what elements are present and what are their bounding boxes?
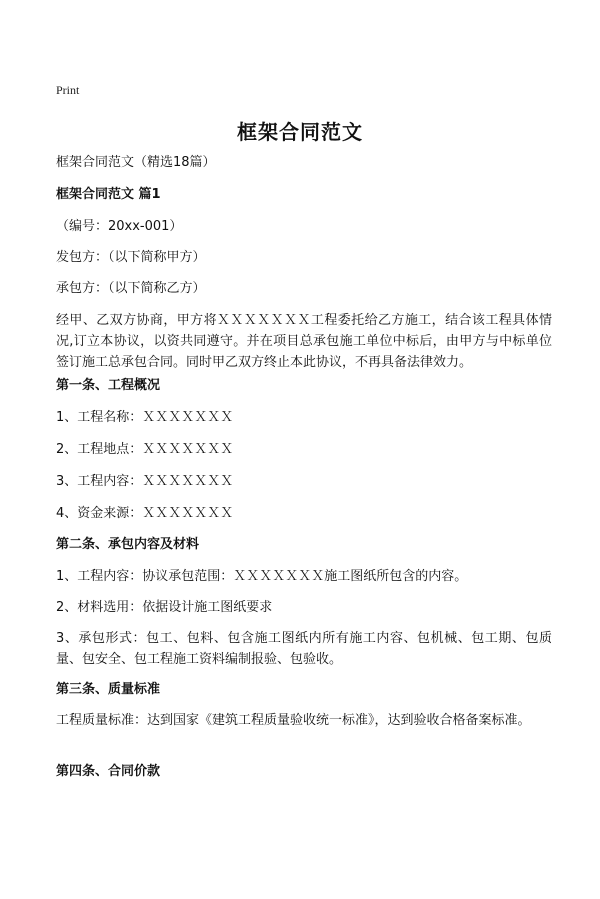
section1-item: 3、工程内容：ＸＸＸＸＸＸＸ xyxy=(56,474,234,489)
section2-item: 3、承包形式：包工、包料、包含施工图纸内所有施工内容、包机械、包工期、包质量、包安全、包工程施工资料编制报验、包验收。 xyxy=(56,631,552,667)
section1-item: 2、工程地点：ＸＸＸＸＸＸＸ xyxy=(56,442,234,457)
document-subtitle: 框架合同范文（精选18篇） xyxy=(56,155,216,170)
print-label: Print xyxy=(56,83,80,97)
contract-number: （编号：20xx-001） xyxy=(56,219,183,234)
article-heading: 框架合同范文 篇1 xyxy=(56,187,161,202)
section2-item: 1、工程内容：协议承包范围：ＸＸＸＸＸＸＸ施工图纸所包含的内容。 xyxy=(56,569,468,584)
section3-text: 工程质量标准：达到国家《建筑工程质量验收统一标准》，达到验收合格备案标准。 xyxy=(56,713,531,728)
section1-item: 4、资金来源：ＸＸＸＸＸＸＸ xyxy=(56,506,234,521)
section3-heading: 第三条、质量标准 xyxy=(56,682,161,697)
intro-paragraph: 经甲、乙双方协商，甲方将ＸＸＸＸＸＸＸ工程委托给乙方施工，结合该工程具体情况,订立本协议，以资共同遵守。并在项目总承包施工单位中标后，由甲方与中标单位签订施工总承包合同。同时甲乙双方终止本此协议，不再具备法律效力。 xyxy=(56,313,552,370)
section4-heading: 第四条、合同价款 xyxy=(56,764,161,779)
document-title: 框架合同范文 xyxy=(237,120,363,144)
section1-heading: 第一条、工程概况 xyxy=(56,378,161,393)
section2-heading: 第二条、承包内容及材料 xyxy=(56,537,200,552)
section1-item: 1、工程名称：ＸＸＸＸＸＸＸ xyxy=(56,410,234,425)
section2-item: 2、材料选用：依据设计施工图纸要求 xyxy=(56,600,273,615)
issuer-party: 发包方：（以下简称甲方） xyxy=(56,250,206,265)
contractor-party: 承包方：（以下简称乙方） xyxy=(56,281,206,296)
